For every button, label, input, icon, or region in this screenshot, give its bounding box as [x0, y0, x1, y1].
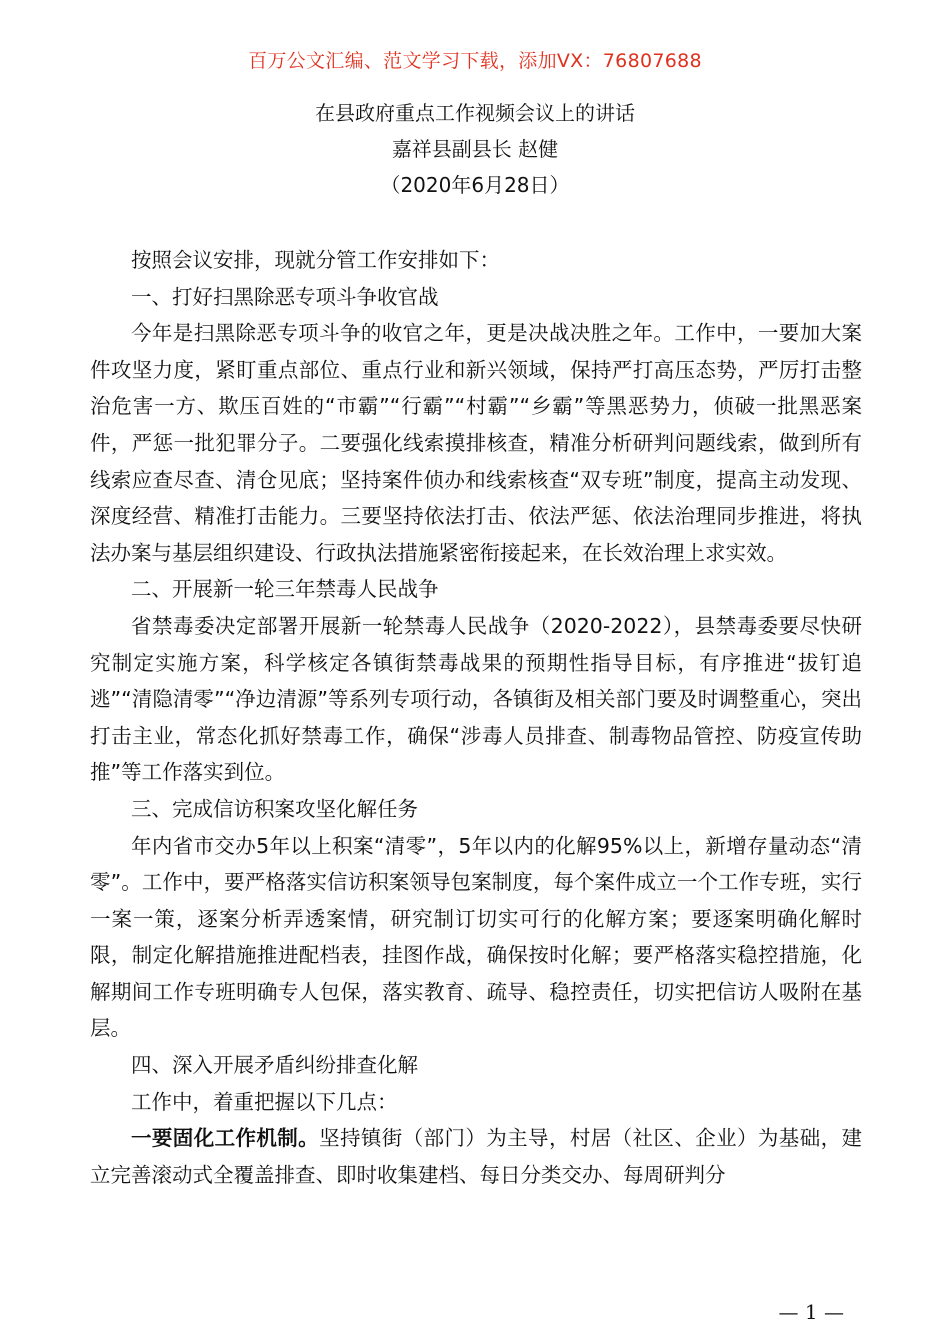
page-number: — 1 —	[778, 1300, 844, 1324]
watermark-banner: 百万公文汇编、范文学习下载，添加VX：76807688	[248, 50, 702, 72]
section-4-intro: 工作中，着重把握以下几点：	[131, 1089, 398, 1114]
section-heading-4: 四、深入开展矛盾纠纷排查化解	[131, 1053, 418, 1078]
point-1-text: 坚持镇街（部门）为主导，村居（社区、企业）为基础，建立完善滚动式全覆盖排查、即时收集建档、每日分类交办、每周研判分	[90, 1126, 863, 1187]
date-line: （2020年6月28日）	[380, 173, 570, 197]
document-title: 在县政府重点工作视频会议上的讲话	[315, 101, 635, 125]
section-heading-2: 二、开展新一轮三年禁毒人民战争	[131, 577, 439, 602]
section-2-paragraph: 省禁毒委决定部署开展新一轮禁毒人民战争（2020-2022），县禁毒委要尽快研究制定实施方案，科学核定各镇街禁毒战果的预期性指导目标，有序推进“拔钉追逃”“清隐清零”“净边清源”等系列专项行动，各镇街及相关部门要及时调整重心，突出打击主业，常态化抓好禁毒工作，确保“涉毒人员排查、制毒物品管控、防疫宣传助推”等工作落实到位。	[90, 613, 862, 785]
section-heading-3: 三、完成信访积案攻坚化解任务	[131, 796, 418, 821]
intro-paragraph: 按照会议安排，现就分管工作安排如下：	[131, 248, 500, 272]
section-1-paragraph: 今年是扫黑除恶专项斗争的收官之年，更是决战决胜之年。工作中，一要加大案件攻坚力度，紧盯重点部位、重点行业和新兴领域，保持严打高压态势，严厉打击整治危害一方、欺压百姓的“市霸”“行霸”“村霸”“乡霸”等黑恶势力，侦破一批黑恶案件，严惩一批犯罪分子。二要强化线索摸排核查，精准分析研判问题线索，做到所有线索应查尽查、清仓见底；坚持案件侦办和线索核查“双专班”制度，提高主动发现、深度经营、精准打击能力。三要坚持依法打击、依法严惩、依法治理同步推进，将执法办案与基层组织建设、行政执法措施紧密衔接起来，在长效治理上求实效。	[90, 321, 862, 565]
section-heading-1: 一、打好扫黑除恶专项斗争收官战	[131, 284, 439, 309]
section-3-paragraph: 年内省市交办5年以上积案“清零”，5年以内的化解95%以上，新增存量动态“清零”。工作中，要严格落实信访积案领导包案制度，每个案件成立一个工作专班，实行一案一策，逐案分析弄透案情，研究制订切实可行的化解方案；要逐案明确化解时限，制定化解措施推进配档表，挂图作战，确保按时化解；要严格落实稳控措施，化解期间工作专班明确专人包保，落实教育、疏导、稳控责任，切实把信访人吸附在基层。	[90, 833, 862, 1041]
point-1-lead: 一要固化工作机制。	[131, 1126, 320, 1151]
document-body	[90, 242, 862, 1193]
section-4-point-1	[90, 1120, 862, 1193]
author-line: 嘉祥县副县长 赵健	[391, 137, 559, 161]
